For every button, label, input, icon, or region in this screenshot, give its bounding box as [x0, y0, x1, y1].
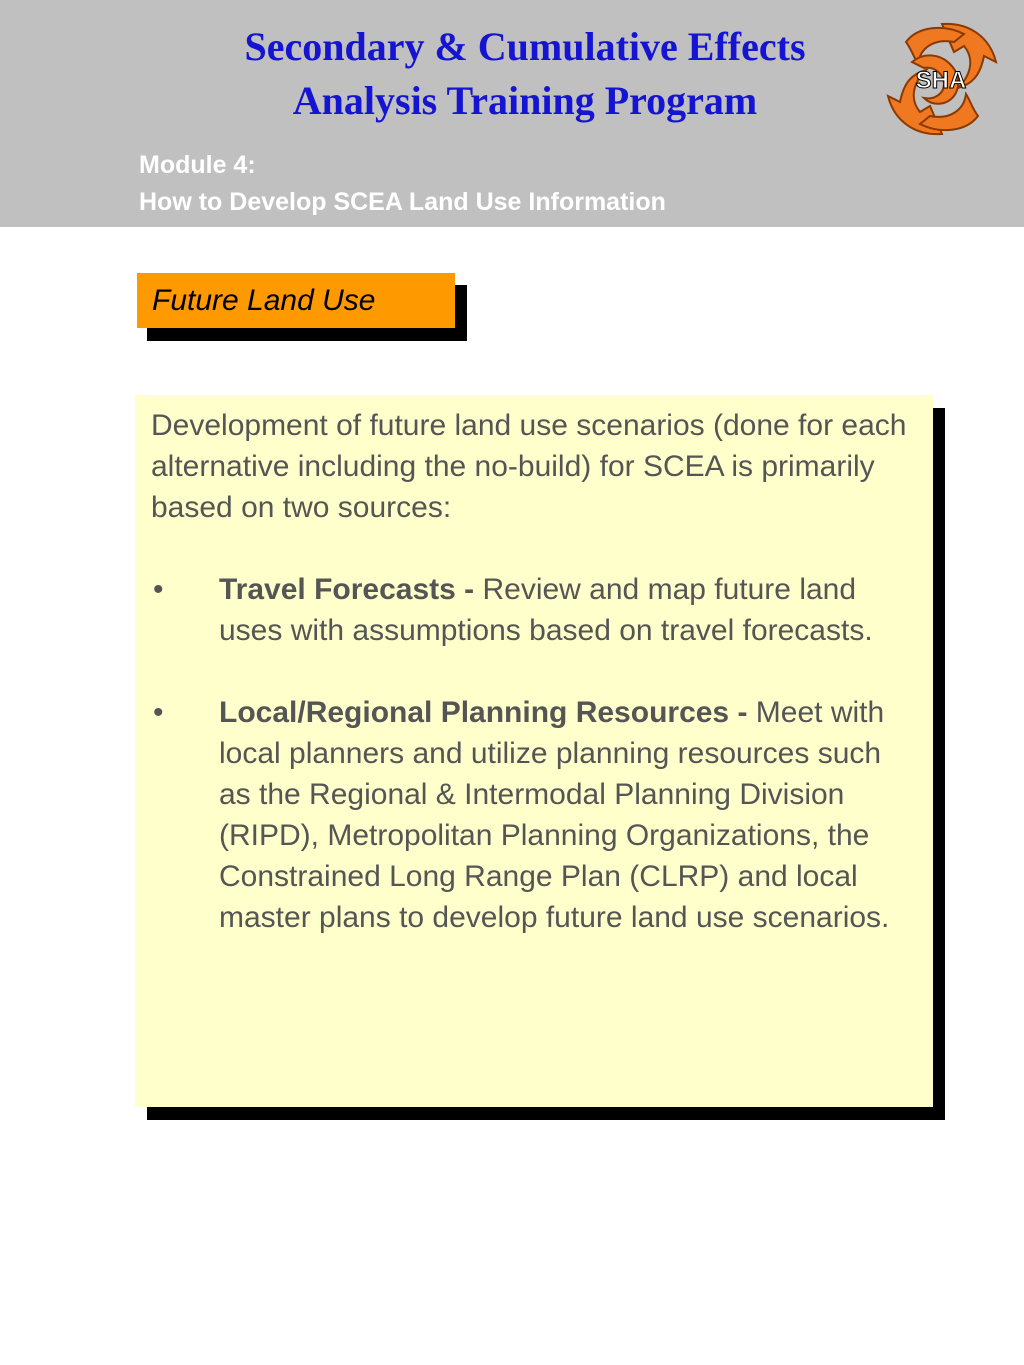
program-title-line1: Secondary & Cumulative Effects	[244, 24, 806, 69]
bullet-symbol: •	[153, 573, 164, 606]
bullet-lead: Local/Regional Planning Resources -	[219, 696, 748, 729]
bullet-text: Review and map future land uses with assumptions based on travel forecasts.	[219, 573, 873, 647]
bullet-travel-forecasts	[151, 569, 921, 651]
bullet-symbol: •	[153, 696, 164, 729]
content-box	[135, 395, 933, 1107]
bullet-text: Meet with local planners and utilize planning resources such as the Regional & Intermodal Planning Division (RIPD), Metropolitan Planning Organizations, the Constrained Long Range Plan (CLRP) and local master plans to develop future land use scenarios.	[219, 696, 890, 934]
intro-paragraph: Development of future land use scenarios (done for each alternative including the no-build) for SCEA is primarily based on two sources:	[151, 409, 907, 524]
section-tag	[137, 273, 455, 328]
sha-logo	[884, 18, 1000, 140]
sha-logo-text: SHA	[915, 67, 967, 94]
section-tag-label: Future Land Use	[152, 283, 376, 317]
program-title	[150, 20, 900, 128]
module-name: How to Develop SCEA Land Use Information	[139, 188, 666, 216]
bullet-lead: Travel Forecasts -	[219, 573, 475, 606]
module-number: Module 4:	[139, 151, 256, 179]
bullet-planning-resources	[151, 692, 921, 938]
program-title-line2: Analysis Training Program	[292, 78, 758, 123]
